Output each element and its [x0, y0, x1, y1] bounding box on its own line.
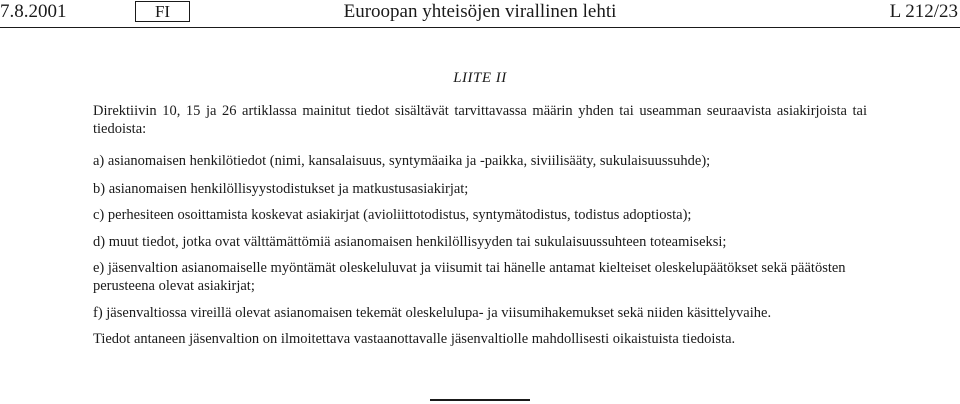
list-item-e: e) jäsenvaltion asianomaiselle myöntämät oleskeluluvat ja viisumit tai hänelle antamat kielteiset oleskelupäätökset sekä päätösten perusteena olevat asiakirjat; [93, 260, 846, 294]
annex-title: LIITE II [453, 70, 507, 86]
list-item-f: f) jäsenvaltiossa vireillä olevat asianomaisen tekemät oleskelulupa- ja viisumihakemukset sekä niiden käsittelyvaihe. [93, 305, 772, 321]
list-item-a: a) asianomaisen henkilötiedot (nimi, kansalaisuus, syntymäaika ja -paikka, siviilisääty, sukulaisuussuhde); [93, 153, 711, 169]
footer-rule [430, 399, 530, 401]
list-item-b: b) asianomaisen henkilöllisyystodistukset ja matkustusasiakirjat; [93, 181, 469, 197]
page-header [0, 0, 960, 28]
publication-date: 7.8.2001 [0, 1, 67, 22]
list-item-d: d) muut tiedot, jotka ovat välttämättömiä asianomaisen henkilöllisyyden tai sukulaisuussuhteen toteamiseksi; [93, 234, 727, 250]
intro-paragraph: Direktiivin 10, 15 ja 26 artiklassa mainitut tiedot sisältävät tarvittavassa määrin yhden tai useamman seuraavista asiakirjoista tai tiedoista: [93, 103, 867, 137]
list-item-c: c) perhesiteen osoittamista koskevat asiakirjat (avioliittotodistus, syntymätodistus, todistus adoptiosta); [93, 207, 692, 223]
page-reference: L 212/23 [889, 1, 958, 22]
closing-paragraph: Tiedot antaneen jäsenvaltion on ilmoitettava vastaanottavalle jäsenvaltiolle mahdollisesti oikaistuista tiedoista. [93, 331, 736, 347]
language-badge: FI [135, 1, 190, 22]
header-rule [0, 27, 960, 28]
journal-title: Euroopan yhteisöjen virallinen lehti [343, 1, 617, 22]
